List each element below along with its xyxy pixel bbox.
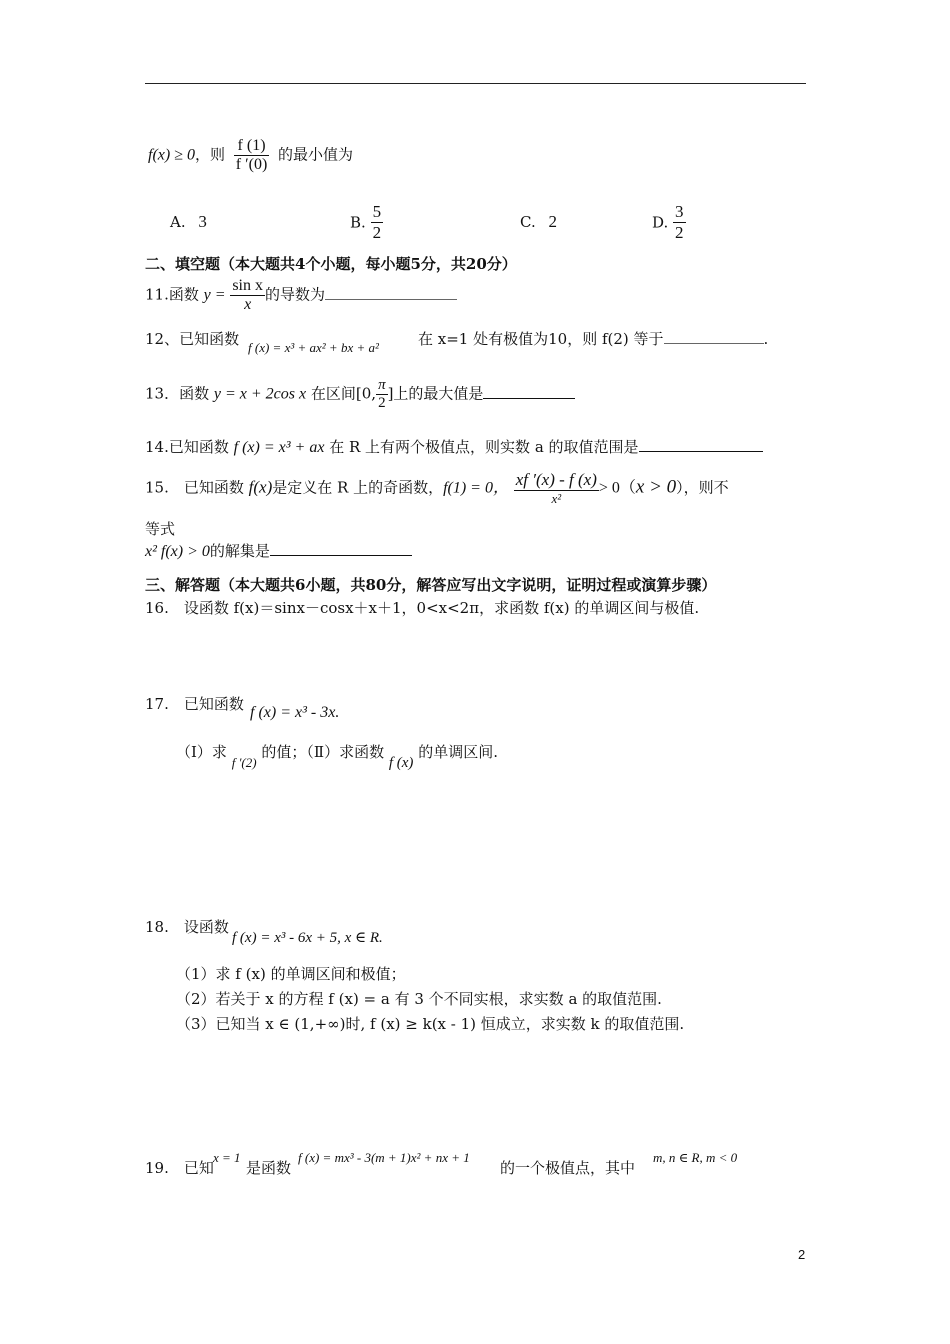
q15-den: x²	[551, 491, 562, 506]
q13-den: 2	[378, 395, 386, 411]
choice-d	[652, 202, 686, 243]
choice-d-num: 3	[675, 202, 684, 221]
q14-tail: 在 R 上有两个极值点，则实数 a 的取值范围是	[329, 438, 639, 456]
q15-tail: 的解集是	[209, 542, 270, 560]
q14-expr: f (x) = x³ + ax	[233, 439, 325, 456]
q15-fx: f(x)	[248, 477, 273, 497]
section-2-heading: 二、填空题（本大题共4个小题，每小题5分，共20分）	[145, 255, 517, 273]
q17-part1: （Ⅰ）求	[176, 743, 227, 761]
q10-frac-num: f (1)	[234, 137, 269, 156]
q18-dot: .	[379, 930, 383, 946]
q13-answer-blank[interactable]	[483, 398, 575, 399]
q10-comma: ，则	[194, 145, 225, 164]
q11	[145, 277, 457, 314]
q11-num: sin x	[232, 277, 263, 294]
q14	[145, 436, 763, 457]
choice-b-fraction	[371, 202, 384, 243]
q12-answer-blank[interactable]	[664, 343, 764, 344]
q15-line3	[145, 540, 412, 561]
q17-parts	[176, 741, 498, 771]
q12-mid: 在 x=1 处有极值为10，则 f(2) 等于	[418, 330, 664, 348]
q17-expr	[250, 704, 339, 722]
choice-a-value: 3	[198, 212, 207, 231]
choice-c-value: 2	[548, 212, 557, 231]
q11-tail: 的导数为	[265, 285, 326, 304]
choice-d-letter: D.	[652, 213, 669, 232]
q17-part2: 的单调区间.	[418, 743, 498, 761]
q12-rest	[418, 328, 768, 349]
q17-d2: f ′(2)	[231, 755, 257, 770]
q10-condition: f(x) ≥ 0	[148, 146, 195, 164]
q11-den: x	[244, 296, 252, 313]
header-rule	[145, 83, 806, 84]
q15-fraction	[514, 470, 599, 507]
q15-line1	[145, 470, 729, 507]
q12-end: .	[763, 330, 769, 348]
q10-fraction	[234, 137, 269, 174]
q11-fraction	[230, 277, 265, 314]
q10-frac-den: f ′(0)	[235, 156, 268, 173]
q17-part1b: 的值；（Ⅱ）求函数	[261, 743, 385, 761]
choice-b	[350, 202, 383, 243]
q15-ineq: x² f(x) > 0	[145, 543, 210, 560]
q18-item-3: （3）已知当 x ∈ (1,+∞)时, f (x) ≥ k(x - 1) 恒成立，求实数 k 的取值范围.	[176, 1015, 685, 1033]
q12-prefix: 12、已知函数	[145, 330, 240, 348]
q19-expr: f (x) = mx³ - 3(m + 1)x² + nx + 1	[298, 1150, 470, 1165]
q13-fraction	[376, 377, 388, 412]
q13	[145, 377, 575, 412]
q13-num: π	[378, 377, 386, 393]
q18-expr-text: f (x) = x³ - 6x + 5, x ∈ R	[232, 930, 380, 946]
q17-expr-text: f (x) = x³ - 3x	[250, 704, 336, 721]
q15-line2: 等式	[145, 520, 176, 538]
q19-cond: m, n ∈ R, m < 0	[653, 1150, 738, 1165]
q16: 16. 设函数 f(x)＝sinx－cosx＋x＋1，0<x<2π，求函数 f(x) 的单调区间与极值.	[145, 599, 700, 617]
q17-dot: .	[335, 704, 340, 721]
q19-mid: 是函数	[246, 1159, 292, 1177]
q10-tail: 的最小值为	[278, 145, 354, 164]
q19-tail: 的一个极值点，其中	[500, 1159, 636, 1177]
choice-b-num: 5	[372, 202, 382, 221]
q13-expr: y = x + 2cos x	[213, 385, 307, 403]
choice-c	[520, 212, 557, 232]
q11-prefix: 11.函数	[145, 285, 199, 304]
choice-c-letter: C.	[520, 213, 536, 231]
choice-d-fraction	[673, 202, 686, 243]
q15-cond: x > 0	[635, 476, 677, 498]
q19-x1: x = 1	[213, 1150, 241, 1165]
q11-answer-blank[interactable]	[325, 299, 457, 300]
q18-item-2: （2）若关于 x 的方程 f (x) = a 有 3 个不同实根，求实数 a 的取值范围.	[176, 990, 662, 1008]
q15-f1: f(1) = 0，	[443, 479, 509, 497]
q12	[145, 328, 239, 349]
q18-expr	[232, 928, 383, 947]
q18-item-1: （1）求 f (x) 的单调区间和极值；	[176, 965, 406, 983]
q19-prefix: 19. 已知	[145, 1159, 214, 1177]
q14-prefix: 14.已知函数	[145, 438, 229, 456]
q15-answer-blank[interactable]	[270, 555, 412, 556]
q17-fx: f (x)	[388, 755, 414, 771]
q14-answer-blank[interactable]	[639, 451, 763, 452]
q13-mid: 在区间[0,	[310, 384, 377, 403]
q10-condition-line	[148, 137, 353, 174]
choice-d-den: 2	[675, 223, 684, 242]
page-number: 2	[798, 1247, 806, 1262]
choice-b-letter: B.	[350, 213, 366, 232]
section-3-heading: 三、解答题（本大题共6小题，共80分，解答应写出文字说明，证明过程或演算步骤）	[145, 576, 717, 594]
choice-b-den: 2	[372, 223, 382, 242]
q13-tail: ]上的最大值是	[387, 384, 484, 403]
q15-mid: 是定义在 R 上的奇函数，	[272, 478, 444, 497]
q15-end: ），则不	[676, 478, 729, 497]
q11-y: y =	[203, 286, 226, 304]
q15-gt: > 0（	[598, 479, 636, 497]
choice-a	[170, 212, 207, 232]
q18-prefix: 18. 设函数	[145, 918, 229, 936]
choice-a-letter: A.	[170, 213, 186, 231]
q12-expr: f (x) = x³ + ax² + bx + a²	[248, 340, 379, 355]
q15-prefix: 15. 已知函数	[145, 478, 244, 497]
q15-num: xf ′(x) - f (x)	[515, 470, 597, 489]
q17-prefix: 17. 已知函数	[145, 695, 244, 713]
q13-prefix: 13．函数	[145, 384, 210, 403]
